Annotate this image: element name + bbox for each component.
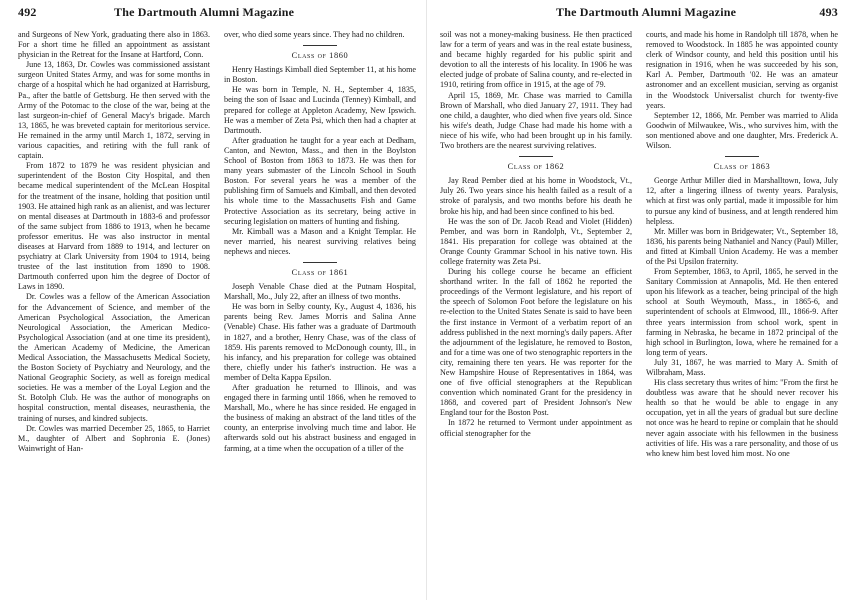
section-divider [303,45,337,46]
paragraph: Dr. Cowles was a fellow of the American Association for the Advancement of Science, and member of the American Psychological Association, the American Neurological Association, the American Medico-Psychological Association (and at one time its president), the American Academy of Medicine, the American Medical Association, the Massachusetts Medical Society, the Boston Society of Psychiatry and Neurology, and the National Geographic Society, as well as foreign medical societies. He was a member of the Loyal Legion and the St. Botolph Club. He was the author of monographs on hospital construction, mental diseases, neurasthenia, the training of nurses, and kindred subjects. [18,292,210,423]
paragraph: Jay Read Pember died at his home in Woodstock, Vt., July 26. Two years since his health failed as a result of a stroke of paralysis, and two months before his death he broke his hip, and had been since confined to his bed. [440,176,632,216]
section-heading: Class of 1861 [291,267,349,277]
section-heading: Class of 1860 [291,51,349,61]
paragraph: He was born in Selby county, Ky., August 4, 1836, his parents being Rev. James Morris and Salina Anne (Venable) Chase. His father was a graduate of Dartmouth in 1827, and a brother, Henry Chase, was of the class of 1859. His parents removed to McDonough county, Ill., in his infancy, and his preparation for college was obtained there, chiefly under his father's instruction. He was a member of Delta Kappa Epsilon. [224,302,416,382]
text-column [224,30,416,600]
paragraph: After graduation he taught for a year each at Dedham, Canton, and Newton, Mass., and then in the Boylston School of Boston from 1863 to 1873. He was then for many years submaster of the Lincoln School in South Boston. For several years he was a member of the publishing firm of Samuels and Kimball, and then devoted his whole time to the Massachusetts Fish and Game Protective Association as its secretary, being active in securing legislation on matters of hunting and fishing. [224,135,416,226]
running-title: The Dartmouth Alumni Magazine [556,5,737,19]
paragraph: From 1872 to 1879 he was resident physician and superintendent of the Boston City Hospital, and then became medical superintendent of the McLean Hospital for the treatment of the insane, holding that position until 1903. He attained high rank as an alienist, and was lecturer on mental diseases at Dartmouth in 1883-6 and professor of the same subject from 1886 to 1913, when he became professor emeritus. He was also instructor in mental diseases at Harvard from 1889 to 1914, and lecturer on psychiatry at Clark University from 1904 to 1914, being trustee of the last institution from 1890 to 1908. Dartmouth conferred upon him the degree of Doctor of Laws in 1890. [18,161,210,292]
text-column [440,30,632,600]
page-number: 493 [819,5,838,19]
paragraph: Mr. Miller was born in Bridgewater; Vt., September 18, 1836, his parents being Nathaniel and Nancy (Paul) Miller, and fitted at Kimball Union Academy. He was a member of the Psi Upsilon fraternity. [646,226,838,266]
section-divider [519,156,553,157]
paragraph: His class secretary thus writes of him: "From the first he doubtless was aware that he should never recover his health so that he would be able to engage in any occupation, yet in all the years of gradual but sure decline not once was he heard to repine or complain that he should never again associate with his fellowmen in the business activities of life. His was a rare personality, and those of us who knew him best loved him most. No one [646,378,838,458]
paragraph: June 13, 1863, Dr. Cowles was commissioned assistant surgeon United States Army, and was for some months in charge of a hospital which he had organized at Harrisburg, Pa., after the battle of Gettsburg. He then served with the Army of the Potomac to the close of the war, being at the last surgeon-in-chief of General Macy's brigade. March 13, 1865, he was breveted captain for meritorious service. He remained in the army until March 1, 1872, serving in various capacities, and retiring with the full rank of captain. [18,60,210,161]
paragraph: over, who died some years since. They had no children. [224,30,405,39]
paragraph: He was the son of Dr. Jacob Read and Violet (Hidden) Pember, and was born in Randolph, Vt., September 2, 1841. His preparation for college was obtained at the Orange County Grammar School in his native town. His college fraternity was Zeta Psi. [440,216,632,266]
paragraph: George Arthur Miller died in Marshalltown, Iowa, July 12, after a lingering illness of twenty years. Paralysis, which at first was only partial, made it impossible for him to pursue any kind of business, and at length rendered him helpless. [646,176,838,226]
running-head [440,5,838,23]
page-gutter [426,0,427,600]
text-column [646,30,838,600]
right-page [440,0,838,600]
page-number: 492 [18,5,37,19]
paragraph: September 12, 1866, Mr. Pember was married to Alida Goodwin of Milwaukee, Wis., who survives him, with the son mentioned above and one daughter, Mrs. Frederick A. Wilson. [646,110,838,151]
paragraph: courts, and made his home in Randolph till 1878, when he removed to Woodstock. In 1885 he was appointed county clerk of Windsor county, and held this position until his resignation in 1916, when he was succeeded by his son, Karl A. Pember, Dartmouth '02. He was an amateur astronomer and an excellent musician, serving as organist in the Woodstock Universalist church for twenty-five years. [646,30,838,110]
paragraph: Dr. Cowles was married December 25, 1865, to Harriet M., daughter of Albert and Sophronia E. (Jones) Wainwright of Han- [18,423,210,453]
section-divider [303,262,337,263]
paragraph: After graduation he returned to Illinois, and was engaged there in farming until 1866, when he removed to Marshall, Mo., where he has since resided. He engaged in the business of making an abstract of the land titles of the county, an enterprise involving much time and labor. He afterwards sold out his abstract business and engaged in farming, at a time when the occupation of a tiller of the [224,383,416,453]
section-divider [725,156,759,157]
running-head [18,5,418,23]
paragraph: In 1872 he returned to Vermont under appointment as official stenographer for the [440,418,632,438]
paragraph: Joseph Venable Chase died at the Putnam Hospital, Marshall, Mo., July 22, after an illness of two months. [224,282,416,302]
paragraph: and Surgeons of New York, graduating there also in 1863. For a short time he filled an appointment as assistant physician in the Retreat for the Insane at Hartford, Conn. [18,30,210,60]
section-heading: Class of 1863 [713,162,771,172]
left-page [18,0,418,600]
paragraph: Henry Hastings Kimball died September 11, at his home in Boston. [224,65,416,85]
paragraph: From September, 1863, to April, 1865, he served in the Sanitary Commission at Annapolis, Md. He then entered upon his lifework as a teacher, being principal of the high school at South Weymouth, Mass., in 1865-6, and superintendent of schools at Elmwood, Ill., 1866-9. After three years intermission from school work, spent in farming in Nebraska, he became in 1872 principal of the high school in Burlington, Iowa, where he remained for a long term of years. [646,267,838,357]
text-column [18,30,210,600]
paragraph: He was born in Temple, N. H., September 4, 1835, being the son of Isaac and Lucinda (Tenney) Kimball, and prepared for college at Appleton Academy, New Ipswich. He was a member of Zeta Psi, which then had a chapter at Dartmouth. [224,85,416,135]
paragraph: July 31, 1867, he was married to Mary A. Smith of Wilbraham, Mass. [646,357,838,377]
paragraph: Mr. Kimball was a Mason and a Knight Templar. He never married, his nearest surviving relatives being nephews and nieces. [224,226,416,256]
paragraph: During his college course he became an efficient shorthand writer. In the fall of 1862 he reported the proceedings of the Vermont legislature, and his report of the speech of Solomon Foot before the legislature on his re-election to the United States Senate is said to have been the first instance in Vermont of a verbatim report of an address published in the next morning's daily papers. After the adjournment of the legislature, he removed to Boston, and for a time was one of two stenographic reporters in the city, remaining there ten years. He was reporter for the New Hampshire House of Representatives in 1864, was one of five official stenographers at the Republican convention which nominated Grant for the presidency in 1868, and covered part of President Johnson's New England tour for the Boston Post. [440,267,632,418]
running-title: The Dartmouth Alumni Magazine [114,5,295,19]
paragraph: April 15, 1869, Mr. Chase was married to Camilla Brown of Marshall, who died January 27, 1911. They had one child, a daughter, who died when five years old. Since his wife's death, Judge Chase had made his home with a niece of his wife, who had been brought up in his family. Two brothers are the nearest surviving relatives. [440,90,632,151]
paragraph: soil was not a money-making business. He then practiced law for a term of years and was in the real estate business, and became highly regarded for his public spirit and devotion to all the interests of his locality. In 1906 he was elected judge of probate of Salina county, and re-elected in 1910, retiring from office in 1915, at the age of 79. [440,30,632,90]
section-heading: Class of 1862 [507,162,565,172]
